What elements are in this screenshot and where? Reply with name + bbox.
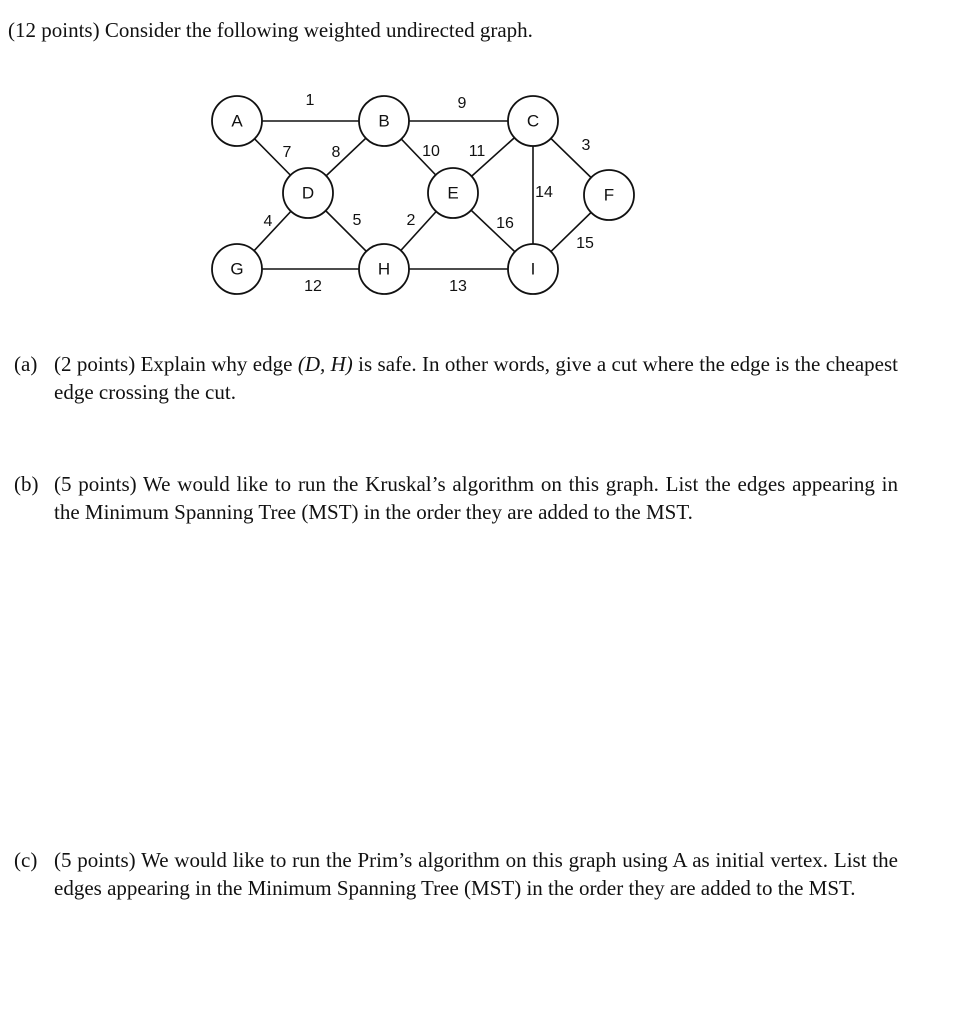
part-c-points: (5 points) xyxy=(54,848,136,872)
edge-weight-e-h: 2 xyxy=(406,212,416,230)
part-a-body xyxy=(54,350,898,406)
part-a-text-2: is safe. In other words, give a cut where the edge is the cheapest edge crossing the cut. xyxy=(54,352,898,404)
part-a-edge-math: (D, H) xyxy=(297,352,353,376)
node-d xyxy=(283,168,333,218)
node-b xyxy=(359,96,409,146)
graph-nodes xyxy=(212,96,634,294)
edge-weight-h-i: 13 xyxy=(449,278,467,296)
edge-weight-c-f: 3 xyxy=(581,137,591,155)
part-c xyxy=(14,846,898,902)
question-intro-text: Consider the following weighted undirected graph. xyxy=(104,18,533,42)
question-points: (12 points) xyxy=(8,18,100,42)
node-label-b: B xyxy=(378,111,390,131)
edge-weight-e-i: 16 xyxy=(496,215,514,233)
edge-weight-b-e: 10 xyxy=(422,143,440,161)
node-h xyxy=(359,244,409,294)
part-b-text: We would like to run the Kruskal’s algorithm on this graph. List the edges appearing in the Minimum Spanning Tree (MST) in the order they are added to the MST. xyxy=(54,472,899,524)
node-a xyxy=(212,96,262,146)
edge-weight-a-b: 1 xyxy=(305,92,315,110)
part-c-body xyxy=(54,846,898,902)
part-b xyxy=(14,470,898,526)
part-c-label: (c) xyxy=(14,848,38,872)
part-b-points: (5 points) xyxy=(54,472,137,496)
weighted-graph-diagram xyxy=(0,0,970,320)
edge-weight-c-e: 11 xyxy=(468,143,486,161)
node-g xyxy=(212,244,262,294)
node-label-i: I xyxy=(530,259,536,279)
node-e xyxy=(428,168,478,218)
node-label-d: D xyxy=(301,183,315,203)
edge-weight-c-i: 14 xyxy=(535,184,553,202)
part-a xyxy=(14,350,898,406)
edge-weight-d-h: 5 xyxy=(352,212,362,230)
node-label-e: E xyxy=(447,183,459,203)
node-label-g: G xyxy=(230,259,244,279)
part-a-points: (2 points) xyxy=(54,352,136,376)
node-label-f: F xyxy=(603,185,615,205)
node-label-c: C xyxy=(526,111,540,131)
edge-weight-d-g: 4 xyxy=(263,213,273,231)
node-c xyxy=(508,96,558,146)
part-a-text-1: Explain why edge xyxy=(140,352,298,376)
edge-weight-f-i: 15 xyxy=(576,235,594,253)
part-c-text: We would like to run the Prim’s algorithm on this graph using A as initial vertex. List the edges appearing in the Minimum Spanning Tree (MST) in the order they are added to the MST. xyxy=(54,848,899,900)
node-label-h: H xyxy=(377,259,391,279)
part-b-body xyxy=(54,470,898,526)
node-f xyxy=(584,170,634,220)
part-b-label: (b) xyxy=(14,472,39,496)
node-label-a: A xyxy=(231,111,243,131)
edge-weight-a-d: 7 xyxy=(282,144,292,162)
edge-weight-b-d: 8 xyxy=(331,144,341,162)
edge-weight-b-c: 9 xyxy=(457,95,467,113)
edge-weight-g-h: 12 xyxy=(304,278,322,296)
part-a-label: (a) xyxy=(14,352,38,376)
node-i xyxy=(508,244,558,294)
